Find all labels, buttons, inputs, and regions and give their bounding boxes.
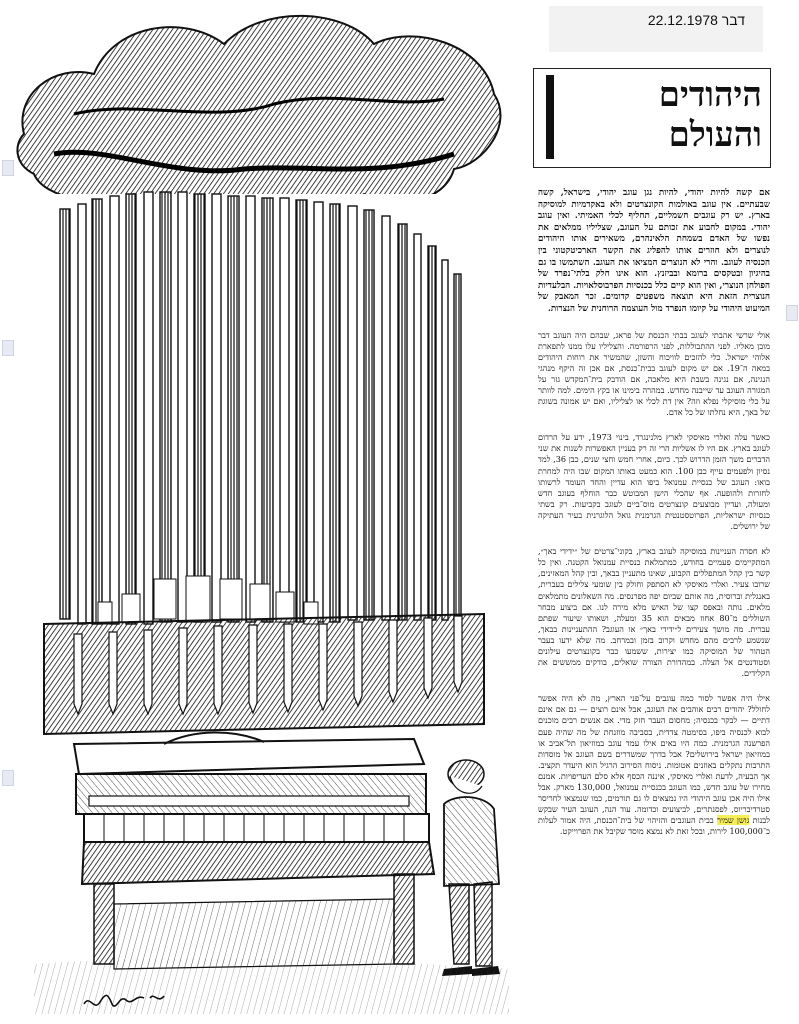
paragraph-5-text-b: בבית העוגבים והזיהוי של בית־הכנסת, היה אמור לעלות כ־100,000 לירות, ובכל זאת לא נמצא מוסד שקיבל את הפרוייקט.	[538, 815, 770, 837]
masthead-title-line-1: היהודים	[658, 75, 762, 115]
masthead-title-line-2: והעולם	[668, 115, 762, 155]
storm-cloud	[17, 16, 500, 214]
organ-pipes-illustration	[14, 4, 514, 1020]
article-column	[538, 188, 770, 1020]
boy-figure	[442, 760, 500, 976]
article-paragraph-3: כאשר עלה ואלרי מאיסקי לארץ מלנינגרד, בינוי 1973, ידע על הרדום לעוגב בארץ. אם היו לו אשליות הרי זה רק בעניין האפשרות לשנות את שני הדברים משך הזמן הדרוש לכך. כיום, אחרי חמש וחצי שנים, כבן 36, למד נסיון ולפעמים עייף כבן 100. הוא כמעט באותו המקום שבו היה למחרת בואו: העוגב של כנסיית עמנואל ביפו הוא עדיין והחד העומד לרשותו לחזרות ולהופעה. אף שהכלי הישן המבוטש כבר הוחלף בעוגב חדש ומעולה, ועדיין מבוצעים קונצרטים מוס־ביים לעוגב בקביעות. רק בשתי כנסיות ישראליות, הפרוטסטנטית הגרמנית גואל הלוגרנית בעיר העתיקה של ירושלים.	[538, 432, 770, 532]
column-masthead	[533, 68, 771, 168]
scan-margin-mark	[786, 305, 798, 321]
article-paragraph-4: לא חסרה העניינות במוסיקה לעוגב בארץ, בקוני־צרטים של ״ידידי באך״, המתקיימים פעמיים בחודש, כמתמלאת כנסיית עמנואל הקטנה. ואין כל קשר בין קהל המתפללים הקבוע, שאינו מתעניין בבאך, ובין קהל המאזינים, שרובו צעיר. ואלרי מאיסקי לא הסתפק וחולק בין שומעי צלילים בעברית, באנגלית וברוסית, מה אותם שביום יפה מפרנסים. מה השאלונים מתמלאים מלאים. נותה ובאפס קצו של האיש מלא מירה לנו. אם ביצוע מבחר השוללים מ־80 אחוז מבאים הוא 35 ומעלה, ושאותו שיעור שפתם עברית. מה מושך צעירים ל״ידידי באך״ או העוגב? ההתעניינות בבאך, שנשמע לרבים מהם מחדש וקרוב בזמן ובמרחב. מה שלא ידעו בעבר הטהור של המוסיקה כמו יצירות, ששמעו כבר בקונצרטים עילונים וסטודנטים אל הצלה. במהדורת הצורה שואלים, בודקים ממששים את הקלידים.	[538, 546, 770, 679]
article-paragraph-5	[538, 693, 770, 837]
ground-shading	[34, 959, 509, 1014]
article-lead-paragraph: אם קשה להיות יהודי, להיות נגן עוגב יהודי, בישראל, קשה שבעתיים. אין עוגב באולמות הקונצרטים ולא באקדמיות למוסיקה בארץ. יש רק עוגבים חשמליים, תחליף לכלי האמיתי. ואין עוגב יהודי. במקום לחבוע את זכותם על העוגב, שצליליו ממלאים את נפשו של האדם בשמחת הלאינהרם, משאירים אותו היהודים לנוצרים ולא חוזרים אותו להפליג את הקשר הארכיטקטוני בין הכנסיה לעוגב. והרי לא הנוצרים המציאו את העוגב. השתמשו בו גם בהיגיון ובטקסים ברומא ובביזנץ. הוא אינו חלק בלתי־נפרד של הפולחן הנוצרי, ואין הוא קיים כלל בכנסיות הפרבוסלאויות. הבלעדיות הנוצרית הזאת היא תוצאה משפטים קדומים. זכר המאבק של המיעוט היהודי על קיומו הנפרד מול העוצמה הרוחנית של הנצרות.	[538, 188, 770, 314]
clipping-date-tag	[549, 6, 763, 52]
masthead-rule	[546, 75, 554, 159]
scan-margin-mark	[2, 160, 14, 176]
article-paragraph-2: אולי שרשי אהבתי לעוגב בבתי הכנסת של פראג, שבהם היה העוגב דבר מובן מאליו. לפני ההתבוללות, לפני הרפורמה. והצליליו עלו ממנו לתפארת אלוהי ישראל. כלי להזכים לוויכוח והשזן, שהמשיר את רוחות היהודים במאה ה־19. אם יש מקום לעוגב בבית־כנסת, אם אכן זה היקף מנהגי הנגינה, אם נגינה בשבת היא מלאכה, אם הודבק בית־המקדש גזר על המגורה העוגב עד שייבנה מחדש. במהרה בימינו או בקץ הימים. למה לוותר על כלי מוסיקלי נפלא וזה? אין דת לכלי או לצליליו, ואם יש אמונה בשוגת של באך, היא נחלתו של כל אדם.	[538, 329, 770, 418]
organ-case	[44, 614, 484, 734]
organ-console	[74, 732, 434, 969]
paragraph-5-text-a: אילו היה אפשר לסור כמה עוגבים על־פני הארץ, מה לא היה אפשר לחולל? יהודים רבים אוהבים את העוגב, אבל אינם רוצים — גם אם אינם דתיים — לבקר בכנסיה; מחסום העבר חזק מדי. אם אנשים רבים מוכנים לבוא לכנסיה ביפו, בסימטה צדדית, בסביבה מוזנחת של מה שהיה פעם הפרשנה הגרמנית. כמה היו באים אילו עמד עוגב במוזיאון תל־אביב או במוזיאון ישראל בירושלים? אבל בדרך שמשדרים בשם העוגב אל מוסדות התרבות נתקלים באוזנים אטומות. ניסוח הסירוב הרגיל הוא היעדר תקציב. אך הבעיה, לדעת ואלרי מאיסקי, איננה הכסף אלא סלם העדיפויות. אמנם מחירו של עוגב חדש, כמו העוגב בכנסיית עמנואל, 130,000 מארק. אבל אילו היה אכן עוגב היהודי היו נמצאים לו גם תורמים, כמו שנמצאו לחריסר סטרדיבריוס, לפסנתרים, לביצועים וכדומה. עוד הנה, העוגב העיר שבקש לבנות	[538, 693, 770, 826]
highlighted-name: גושן שמיר	[717, 815, 750, 826]
organ-pipes	[54, 192, 474, 634]
clipping-date-label: דבר 22.12.1978	[647, 12, 745, 28]
scan-margin-mark	[2, 770, 14, 786]
scan-margin-mark	[2, 340, 14, 356]
masthead-title	[592, 75, 762, 155]
